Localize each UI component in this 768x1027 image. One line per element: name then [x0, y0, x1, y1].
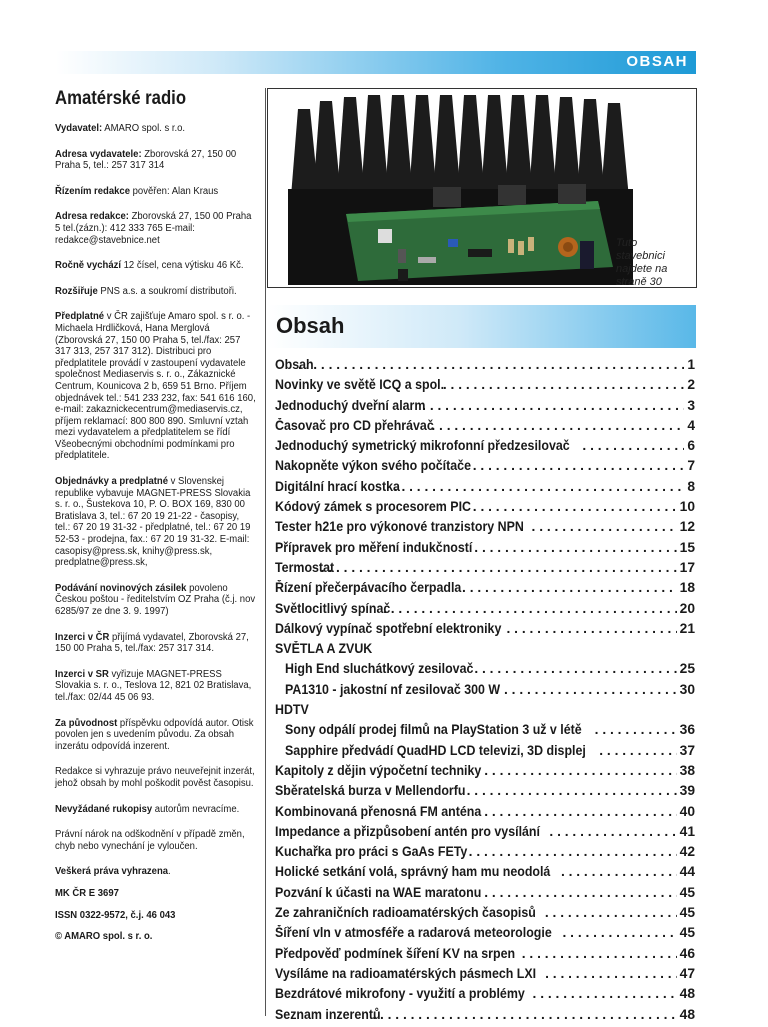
- toc-entry-title: Jednoduchý symetrický mikrofonní předzesilovač: [275, 438, 570, 454]
- toc-leader-dots: [443, 377, 684, 392]
- toc-entry-page: 40: [679, 803, 695, 819]
- masthead-text: AMARO spol. s r.o.: [102, 123, 186, 134]
- toc-entry: [275, 966, 695, 986]
- toc-entry-title: Řízení přečerpávacího čerpadla: [275, 580, 462, 596]
- toc-entry-title: Šíření vln v atmosféře a radarová meteorologie: [275, 925, 552, 941]
- toc-entry: [275, 864, 695, 884]
- toc-leader-dots: [474, 661, 676, 676]
- masthead-text: pověřen: Alan Kraus: [129, 185, 219, 197]
- masthead-label: Nevyžádané rukopisy: [55, 803, 153, 815]
- masthead-text: Zborovská 27, 150 00 Praha 5, tel.: 257 317 314: [55, 148, 237, 172]
- toc-leader-dots: [504, 682, 677, 697]
- toc-leader-dots: [383, 601, 677, 616]
- toc-entry: [275, 844, 695, 864]
- toc-entry-page: 44: [679, 864, 695, 880]
- masthead-block: [55, 286, 256, 298]
- toc-entry-page: 18: [679, 580, 695, 596]
- masthead-label: Objednávky a predplatné: [55, 476, 168, 488]
- toc-entry-page: 8: [687, 478, 695, 494]
- toc-entry-title: Kuchařka pro práci s GaAs FETy: [275, 844, 468, 860]
- masthead-label: Rozšiřuje: [55, 285, 98, 297]
- masthead-block: [55, 866, 256, 878]
- toc-leader-dots: [422, 398, 684, 413]
- toc-entry-title: Vysíláme na radioamatérských pásmech LXI: [275, 965, 537, 981]
- toc-entry-page: 48: [679, 1006, 695, 1022]
- toc-leader-dots: [484, 885, 676, 900]
- section-label: OBSAH: [626, 53, 688, 70]
- toc-entry-page: 30: [679, 681, 695, 697]
- toc-entry: [275, 377, 695, 397]
- toc-leader-dots: [561, 864, 677, 879]
- toc-entry: [275, 763, 695, 783]
- toc-entry-page: 39: [679, 783, 695, 799]
- toc-leader-dots: [532, 519, 677, 534]
- toc-entry-title: Sapphire předvádí QuadHD LCD televizi, 3D displej: [285, 742, 586, 758]
- masthead-blocks: [55, 123, 257, 943]
- toc-leader-dots: [545, 905, 677, 920]
- toc-leader-dots: [394, 479, 685, 494]
- toc-entry-title: HDTV: [275, 702, 309, 718]
- toc-entry-title: Impedance a přizpůsobení antén pro vysílání: [275, 823, 540, 839]
- toc-entry-title: Světlocitlivý spínač: [275, 600, 391, 616]
- masthead-block: [55, 583, 256, 618]
- toc-leader-dots: [562, 925, 676, 940]
- masthead-block: [55, 311, 256, 462]
- toc-entry: [275, 418, 695, 438]
- masthead-text: vyřizuje MAGNET-PRESS Slovakia s. r. o., Teslova 12, 821 02 Bratislava, tel./fax: 02/44 45 06 93.: [55, 668, 252, 703]
- toc-title: Obsah: [276, 313, 345, 338]
- toc-entry: [275, 702, 695, 722]
- toc-entry-page: 7: [687, 458, 695, 474]
- masthead-label: Inzerci v ČR: [55, 631, 110, 643]
- toc-entry-page: 1: [687, 357, 695, 372]
- masthead-label: Vydavatel:: [55, 123, 103, 134]
- toc-leader-dots: [484, 804, 676, 819]
- toc-entry: [275, 925, 695, 945]
- toc-leader-dots: [522, 946, 677, 961]
- photo-caption: Tuto stavebnici najdete na straně 30: [616, 237, 668, 288]
- toc-header: [268, 305, 696, 348]
- toc-entry: [275, 540, 695, 560]
- masthead-block: [55, 669, 256, 704]
- toc-leader-dots: [462, 580, 677, 595]
- toc-entry: [275, 560, 695, 580]
- masthead-label: Veškerá práva vyhrazena: [55, 866, 169, 878]
- toc-entry-title: Tester h21e pro výkonové tranzistory NPN: [275, 519, 524, 535]
- masthead-text: v ČR zajišťuje Amaro spol. s r. o. -Michaela Hrdličková, Hana Merglová (Zborovská 27, 150 00 Praha 5, tel./fax: 257 317 313, 257 317 312). Distribuci pro předplatitele provádí v zastoupení vydavatele společnost Mediaservis s. r. o., Zákaznické Centrum, Kounicova 2 b, 659 51 Brno. Příjem objednávek tel.: 541 233 232, fax: 541 616 160, e-mail: zakaznickecentrum@mediaservis.cz, příjem reklamací: 800 800 890. Smluvní vztah mezi vydavatelem a předplatitelem se řídí Všeobecnými obchodními podmínkami pro předplatitele.: [55, 311, 256, 462]
- toc-entry: [275, 398, 695, 418]
- toc-entry-title: Digitální hrací kostka: [275, 478, 400, 494]
- toc-entry-page: 48: [679, 986, 695, 1002]
- toc-entry-page: 3: [687, 397, 695, 413]
- masthead-block: [55, 910, 256, 922]
- masthead-block: [55, 149, 256, 172]
- toc-leader-dots: [545, 966, 677, 981]
- toc-entry-page: 12: [679, 519, 695, 535]
- toc-leader-dots: [484, 763, 676, 778]
- masthead-label: Adresa redakce:: [55, 211, 129, 223]
- masthead-label: Za původnost: [55, 717, 118, 729]
- toc-entry: [275, 357, 695, 377]
- masthead-label: Adresa vydavatele:: [55, 148, 142, 160]
- toc-entry-title: Kódový zámek s procesorem PIC: [275, 499, 472, 515]
- toc-entry-page: 6: [687, 438, 695, 454]
- toc-leader-dots: [372, 1007, 676, 1022]
- masthead-block: [55, 804, 256, 816]
- masthead-text: přijímá vydavatel, Zborovská 27, 150 00 Praha 5, tel./fax: 257 317 314.: [55, 631, 249, 655]
- toc-entry-title: Časovač pro CD přehrávač: [275, 417, 434, 433]
- masthead-label: MK ČR E 3697: [55, 887, 119, 899]
- table-of-contents: [275, 357, 695, 1027]
- toc-entry-title: Bezdrátové mikrofony - využití a problémy: [275, 986, 525, 1002]
- toc-entry-page: 45: [679, 884, 695, 900]
- toc-leader-dots: [533, 986, 677, 1001]
- toc-entry-title: Novinky ve světě ICQ a spol.: [275, 377, 445, 393]
- masthead-block: [55, 476, 256, 569]
- masthead-text: v Slovenskej republike vybavuje MAGNET-PRESS Slovakia s. r. o., Šustekova 10, P. O. BOX 169, 830 00 Bratislava 3, tel.: 67 20 19 21-22 - časopisy, tel.: 67 20 19 31-32 - předplatné, tel.: 67 20 19 52-53 - prodejna, fax.: 67 20 19 31-32. E-mail: casopisy@press.sk, knihy@press.sk, predplatne@press.sk,: [55, 476, 251, 569]
- toc-leader-dots: [599, 743, 676, 758]
- masthead-block: [55, 123, 256, 135]
- toc-entry-title: Nakopněte výkon svého počítače: [275, 458, 471, 474]
- toc-entry-page: 25: [679, 661, 695, 677]
- masthead-column: [55, 88, 257, 953]
- masthead-text: PNS a.s. a soukromí distributoři.: [97, 285, 237, 297]
- masthead-block: [55, 260, 256, 272]
- toc-leader-dots: [298, 357, 684, 372]
- toc-entry-page: 47: [679, 965, 695, 981]
- toc-entry-page: 45: [679, 925, 695, 941]
- toc-leader-dots: [431, 418, 684, 433]
- toc-entry-title: Seznam inzerentů: [275, 1006, 381, 1022]
- toc-leader-dots: [467, 783, 677, 798]
- masthead-block: [55, 766, 256, 789]
- toc-entry: [275, 641, 695, 661]
- toc-entry-title: Kapitoly z dějin výpočetní techniky: [275, 762, 482, 778]
- toc-leader-dots: [321, 560, 677, 575]
- toc-entry-page: 45: [679, 905, 695, 921]
- toc-leader-dots: [473, 458, 685, 473]
- masthead-label: Ročně vychází: [55, 260, 122, 272]
- toc-entry: [275, 458, 695, 478]
- toc-entry: [275, 438, 695, 458]
- toc-entry-page: 10: [679, 499, 695, 515]
- header-bar: [56, 51, 696, 74]
- toc-entry: [275, 885, 695, 905]
- toc-entry: [275, 946, 695, 966]
- toc-entry-title: High End sluchátkový zesilovač: [285, 661, 474, 677]
- toc-leader-dots: [469, 844, 677, 859]
- toc-entry-title: SVĚTLA A ZVUK: [275, 641, 373, 657]
- cover-photo: [267, 88, 697, 288]
- toc-entry: [275, 682, 695, 702]
- toc-entry-title: Dálkový vypínač spotřební elektroniky: [275, 620, 502, 636]
- toc-entry-title: Pozvání k účasti na WAE maratonu: [275, 884, 482, 900]
- masthead-block: [55, 632, 256, 655]
- toc-entry-title: Přípravek pro měření indukčností: [275, 539, 473, 555]
- masthead-label: Předplatné: [55, 311, 105, 323]
- masthead-block: [55, 829, 256, 852]
- masthead-text: .: [168, 866, 171, 878]
- toc-entry-title: Obsah: [275, 357, 314, 372]
- toc-entry: [275, 601, 695, 621]
- masthead-text: povoleno Českou poštou - ředitelstvím OZ Praha (č.j. nov 6285/97 ze dne 3. 9. 1997): [55, 582, 256, 617]
- masthead-label: Řízením redakce: [55, 185, 130, 197]
- masthead-label: ISSN 0322-9572, č.j. 46 043: [55, 909, 176, 921]
- masthead-label: Podávání novinových zásilek: [55, 582, 187, 594]
- toc-leader-dots: [549, 824, 676, 839]
- magazine-title: Amatérské radio: [55, 88, 187, 109]
- masthead-text: Redakce si vyhrazuje právo neuveřejnit inzerát, jehož obsah by mohl poškodit pověst časopisu.: [55, 766, 255, 789]
- toc-entry: [275, 783, 695, 803]
- toc-entry: [275, 580, 695, 600]
- masthead-block: [55, 931, 256, 943]
- toc-entry: [275, 621, 695, 641]
- toc-entry: [275, 661, 695, 681]
- masthead-label: Inzerci v SR: [55, 668, 109, 680]
- toc-entry-page: 37: [679, 742, 695, 758]
- toc-entry-page: 21: [679, 620, 695, 636]
- toc-entry-page: 17: [679, 559, 695, 575]
- toc-entry: [275, 519, 695, 539]
- toc-leader-dots: [582, 438, 684, 453]
- toc-entry-page: 4: [687, 417, 695, 433]
- toc-entry: [275, 479, 695, 499]
- toc-entry-title: PA1310 - jakostní nf zesilovač 300 W: [285, 681, 501, 697]
- toc-entry-page: 2: [687, 377, 695, 393]
- toc-leader-dots: [474, 540, 676, 555]
- toc-entry-page: 20: [679, 600, 695, 616]
- masthead-block: [55, 211, 256, 246]
- toc-entry-page: 41: [679, 823, 695, 839]
- toc-entry-title: Sony odpálí prodej filmů na PlayStation 3 už v létě: [285, 722, 582, 738]
- toc-entry-page: 36: [679, 722, 695, 738]
- masthead-text: Zborovská 27, 150 00 Praha 5 tel.(zázn.): 412 333 765 E-mail: redakce@stavebnice.net: [55, 211, 252, 246]
- masthead-text: Právní nárok na odškodnění v případě změn, chyb nebo vynechání je vyloučen.: [55, 829, 245, 852]
- toc-entry: [275, 743, 695, 763]
- masthead-text: autorům nevracíme.: [152, 803, 240, 815]
- toc-entry-page: 38: [679, 762, 695, 778]
- toc-entry: [275, 905, 695, 925]
- toc-leader-dots: [473, 499, 677, 514]
- masthead-label: © AMARO spol. s r. o.: [55, 931, 153, 943]
- toc-entry-page: 42: [679, 844, 695, 860]
- toc-entry-title: Termostat: [275, 559, 335, 575]
- toc-entry-title: Sběratelská burza v Mellendorfu: [275, 783, 466, 799]
- toc-entry-page: 46: [679, 945, 695, 961]
- masthead-text: příspěvku odpovídá autor. Otisk povolen jen s uvedením původu. Za obsah inzerátu odpovídá inzerent.: [55, 717, 254, 752]
- toc-leader-dots: [595, 722, 677, 737]
- toc-entry: [275, 804, 695, 824]
- toc-entry: [275, 722, 695, 742]
- toc-entry-title: Jednoduchý dveřní alarm: [275, 397, 426, 413]
- masthead-block: [55, 888, 256, 900]
- toc-entry-page: 15: [679, 539, 695, 555]
- masthead-block: [55, 186, 256, 198]
- toc-entry: [275, 986, 695, 1006]
- toc-entry-title: Holické setkání volá, správný ham mu neodolá: [275, 864, 551, 880]
- toc-entry-title: Předpověď podmínek šíření KV na srpen: [275, 945, 516, 961]
- toc-entry-title: Kombinovaná přenosná FM anténa: [275, 803, 482, 819]
- masthead-text: 12 čísel, cena výtisku 46 Kč.: [121, 260, 244, 272]
- masthead-block: [55, 718, 256, 753]
- column-divider: [265, 88, 266, 1016]
- toc-leader-dots: [507, 621, 677, 636]
- toc-entry: [275, 824, 695, 844]
- toc-entry: [275, 499, 695, 519]
- toc-entry-title: Ze zahraničních radioamatérských časopisů: [275, 905, 536, 921]
